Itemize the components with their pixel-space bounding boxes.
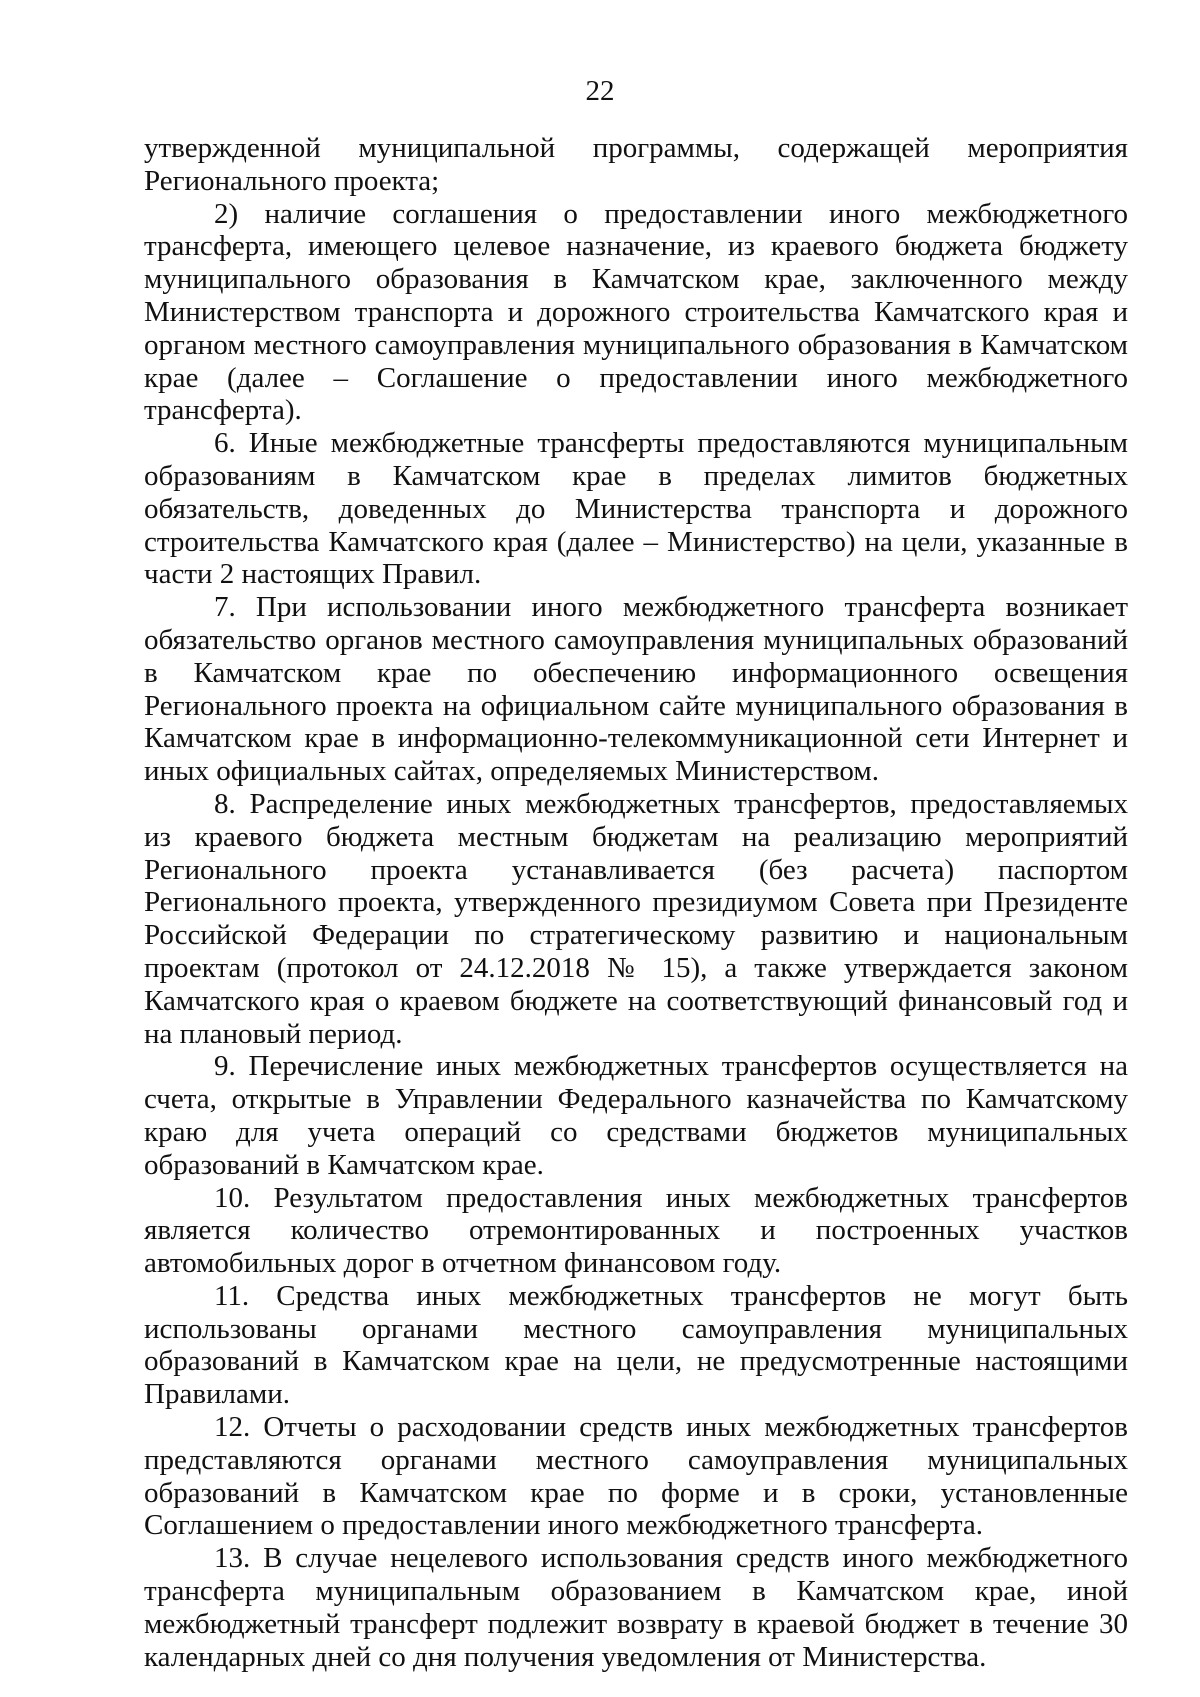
paragraph-7: 7. При использовании иного межбюджетного трансферта возникает обязательство органов местного самоуправления муниципальных образований в Камчатском крае по обеспечению информационного освещения Регионального проекта на официальном сайте муниципального образования в Камчатском крае в информационно-телекоммуникационной сети Интернет и иных официальных сайтах, определяемых Министерством. (144, 591, 1128, 788)
paragraph-13: 13. В случае нецелевого использования средств иного межбюджетного трансферта муниципальным образованием в Камчатском крае, иной межбюджетный трансферт подлежит возврату в краевой бюджет в течение 30 календарных дней со дня получения уведомления от Министерства. (144, 1542, 1128, 1673)
paragraph-12: 12. Отчеты о расходовании средств иных межбюджетных трансфертов представляются органами местного самоуправления муниципальных образований в Камчатском крае по форме и в сроки, установленные Соглашением о предоставлении иного межбюджетного трансферта. (144, 1411, 1128, 1542)
page-number: 22 (585, 75, 615, 107)
paragraph-continuation: утвержденной муниципальной программы, содержащей мероприятия Регионального проекта; (144, 132, 1128, 197)
paragraph-item-2: 2) наличие соглашения о предоставлении иного межбюджетного трансферта, имеющего целевое назначение, из краевого бюджета бюджету муниципального образования в Камчатском крае, заключенного между Министерством транспорта и дорожного строительства Камчатского края и органом местного самоуправления муниципального образования в Камчатском крае (далее – Соглашение о предоставлении иного межбюджетного трансферта). (144, 197, 1128, 427)
document-body (144, 132, 1128, 1673)
paragraph-9: 9. Перечисление иных межбюджетных трансфертов осуществляется на счета, открытые в Управлении Федерального казначейства по Камчатскому краю для учета операций со средствами бюджетов муниципальных образований в Камчатском крае. (144, 1050, 1128, 1181)
paragraph-6: 6. Иные межбюджетные трансферты предоставляются муниципальным образованиям в Камчатском крае в пределах лимитов бюджетных обязательств, доведенных до Министерства транспорта и дорожного строительства Камчатского края (далее – Министерство) на цели, указанные в части 2 настоящих Правил. (144, 427, 1128, 591)
paragraph-10: 10. Результатом предоставления иных межбюджетных трансфертов является количество отремонтированных и построенных участков автомобильных дорог в отчетном финансовом году. (144, 1181, 1128, 1280)
paragraph-11: 11. Средства иных межбюджетных трансфертов не могут быть использованы органами местного самоуправления муниципальных образований в Камчатском крае на цели, не предусмотренные настоящими Правилами. (144, 1279, 1128, 1411)
paragraph-8: 8. Распределение иных межбюджетных трансфертов, предоставляемых из краевого бюджета местным бюджетам на реализацию мероприятий Регионального проекта устанавливается (без расчета) паспортом Регионального проекта, утвержденного президиумом Совета при Президенте Российской Федерации по стратегическому развитию и национальным проектам (протокол от 24.12.2018 № 15), а также утверждается законом Камчатского края о краевом бюджете на соответствующий финансовый год и на плановый период. (144, 787, 1128, 1050)
